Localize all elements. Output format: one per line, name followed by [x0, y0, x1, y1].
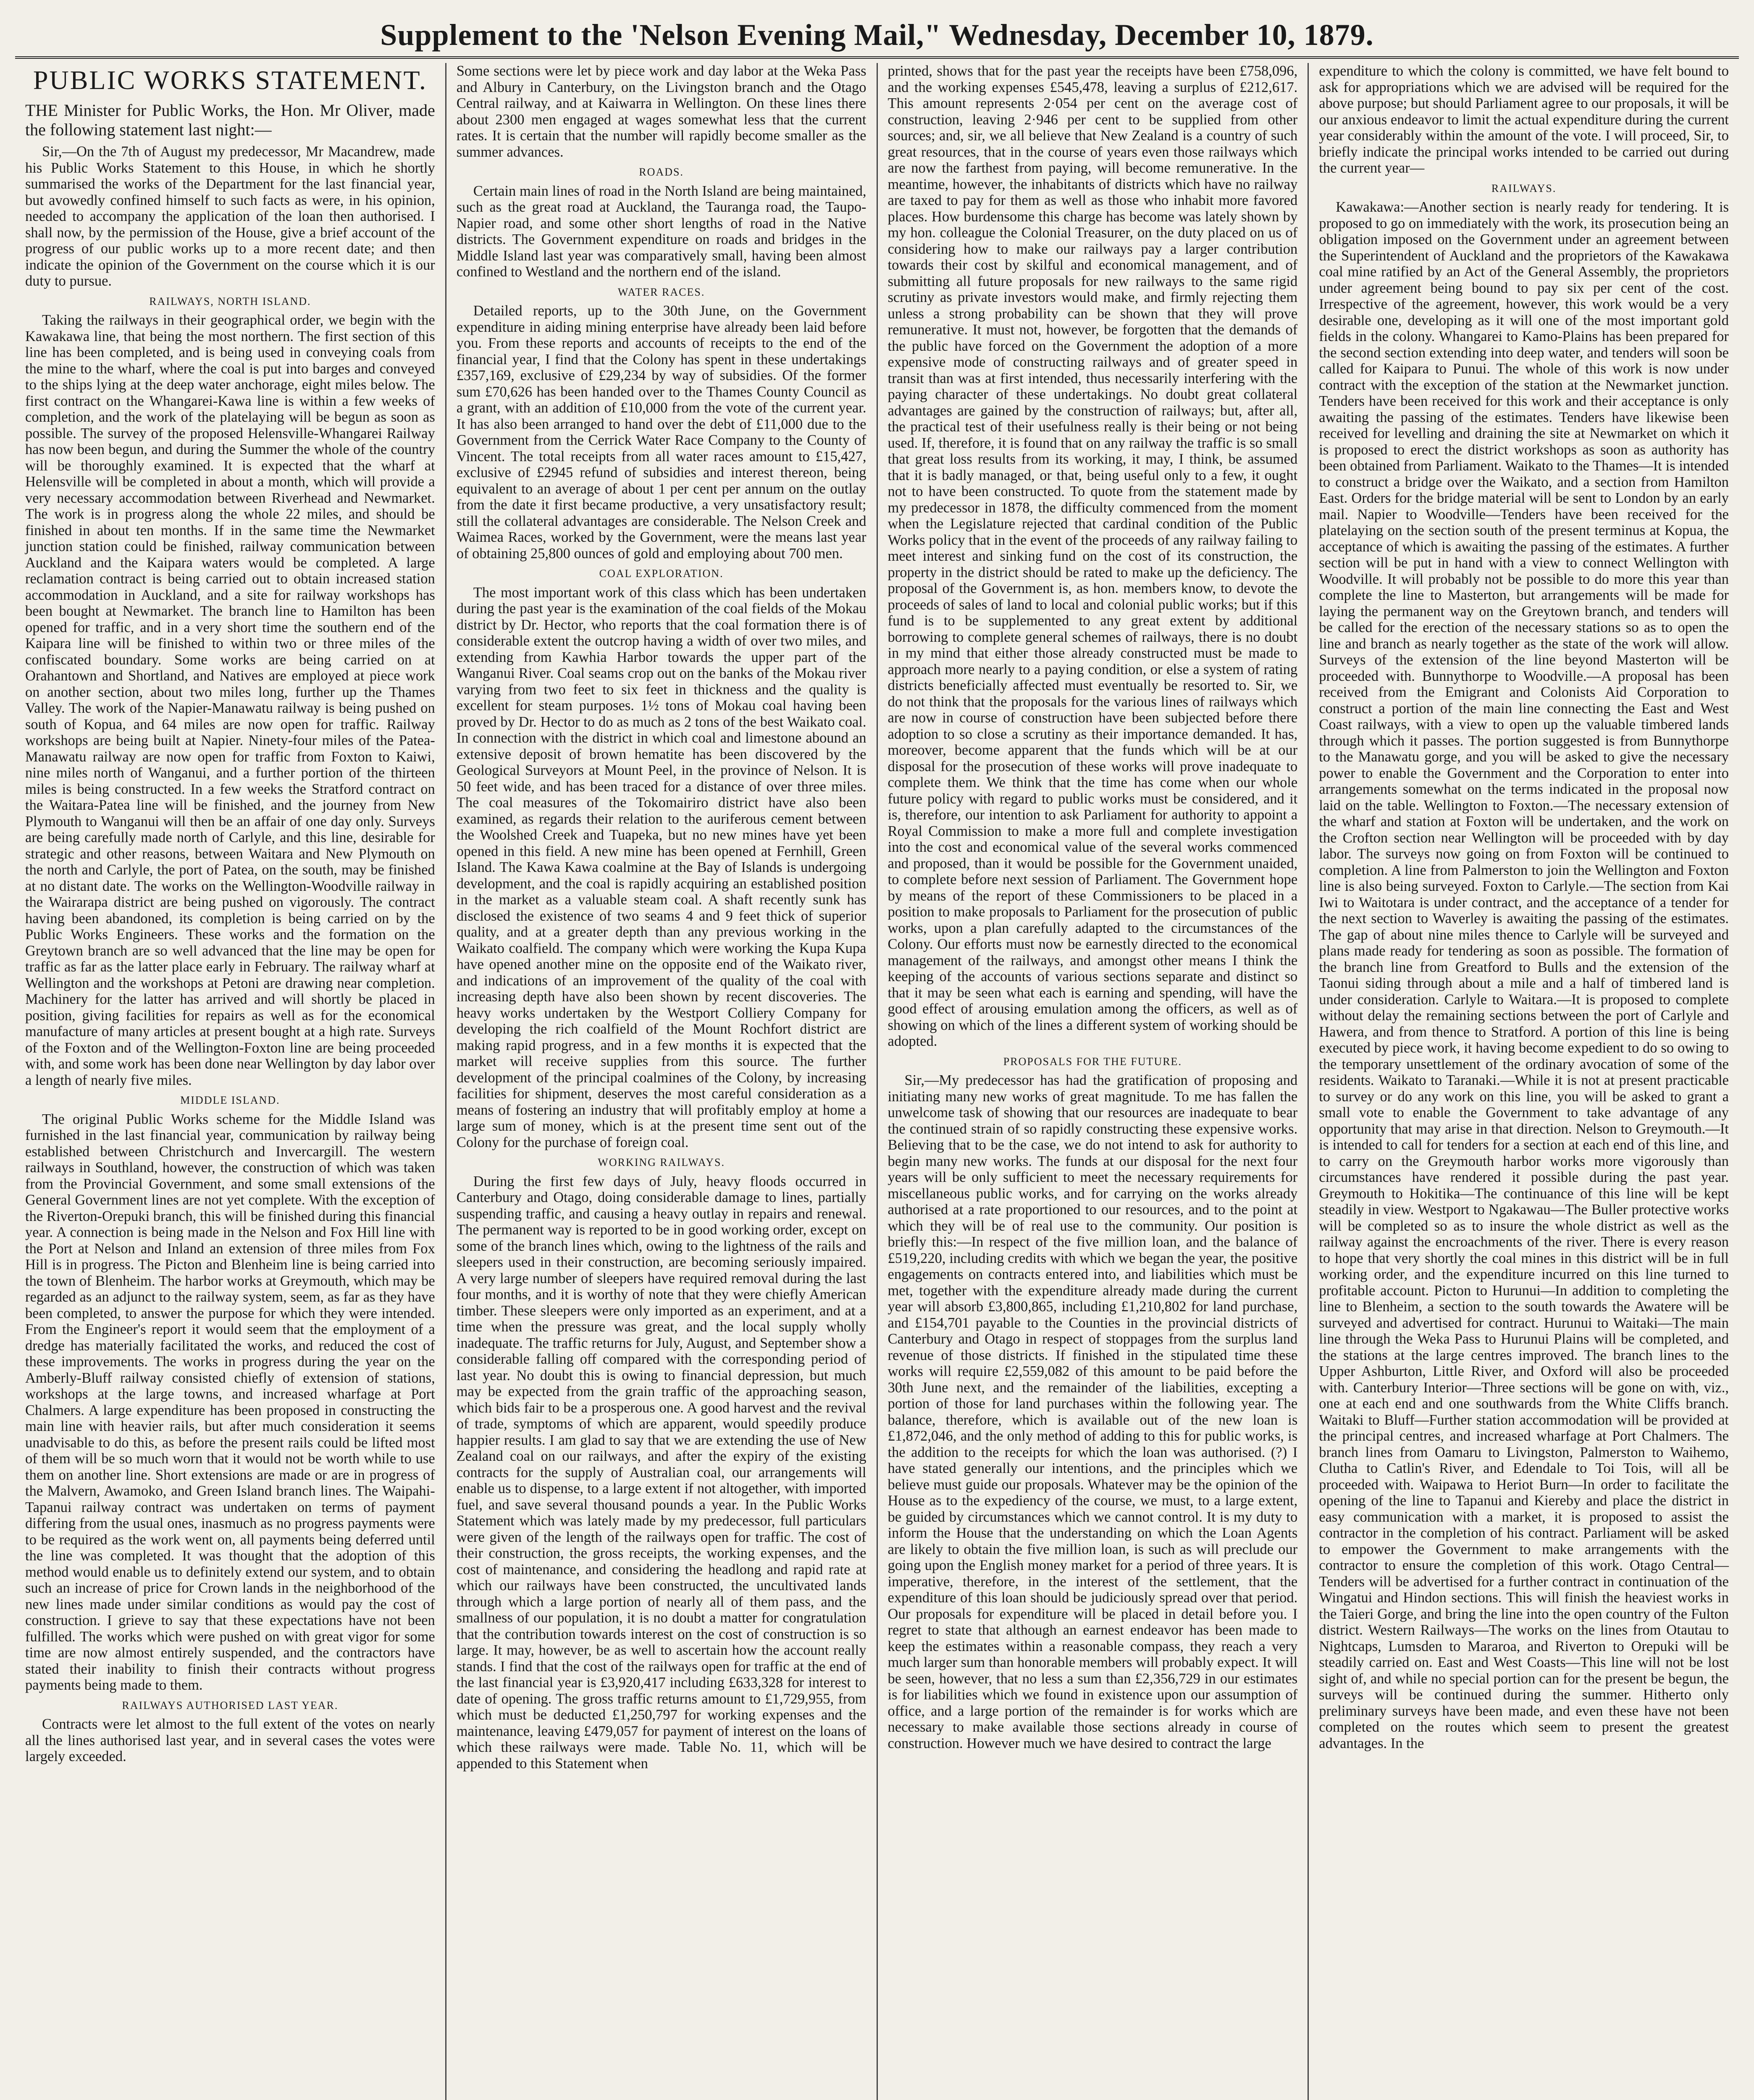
- section-heading: WATER RACES.: [617, 286, 705, 298]
- paragraph: Certain main lines of road in the North Island are being maintained, such as the great road at Auckland, the Tauranga road, the Taupo-Napier road, and some other short lengths of road in the Native districts. The Government expenditure on roads and bridges in the Middle Island last year was comparatively small, having been almost confined to Westland and the northern end of the island.: [456, 183, 866, 280]
- paragraph: printed, shows that for the past year the receipts have been £758,096, and the working expenses £545,478, leaving a surplus of £212,617. This amount represents 2·054 per cent on the average cost of construction, leaving 2·946 per cent to be supplied from other sources; and, sir, we all believe that New Zealand is a country of such great resources, that in the course of years even those railways which are now the farthest from paying, will become remunerative. In the meantime, however, the inhabitants of districts which have no railway are taxed to pay for them as well as those who inhabit more favored places. How burdensome this charge has become was lately shown by my hon. colleague the Colonial Treasurer, on the duty placed on us of considering how to make our railways pay a larger contribution towards their cost by skilful and economical management, and of submitting all future proposals for new railways to the same rigid scrutiny as private investors would make, and firmly rejecting them unless a strong probability can be shown that they will prove remunerative. It must not, however, be forgotten that the demands of the public have forced on the Government the adoption of a more expensive mode of constructing railways and of greater speed in transit than was at first intended, thus necessarily interfering with the paying character of these undertakings. No doubt great collateral advantages are gained by the construction of railways; but, after all, the practical test of their usefulness really is their being or not being used. If, therefore, it is found that on any railway the traffic is so small that great loss results from its working, it may, I think, be assumed that it is badly managed, or that, being useful only to a few, it ought not to have been constructed. To quote from the statement made by my predecessor in 1878, the difficulty commenced from the moment when the Legislature rejected that cardinal condition of the Public Works policy that in the event of the proceeds of any railway failing to meet interest and sinking fund on the cost of its construction, the property in the district should be rated to make up the deficiency. The proposal of the Government is, as hon. members know, to devote the proceeds of sales of land to local and colonial public works; but if this fund is to be supplemented to any great extent by additional borrowing to complete general schemes of railways, there is no doubt in my mind that either those already constructed must be made to approach more nearly to a paying condition, or else a system of rating districts beneficially affected must eventually be resorted to. Sir, we do not think that the proposals for the various lines of railways which are now in course of construction have been subjected before there adoption to so close a scrutiny as their importance demanded. It has, moreover, become apparent that the funds which will be at our disposal for the prosecution of these works will prove inadequate to complete them. We think that the time has come when our whole future policy with regard to public works must be considered, and it is, therefore, our intention to ask Parliament for authority to appoint a Royal Commission to make a more full and complete investigation into the cost and economical value of the several works commenced and proposed, than it would be possible for the Government unaided, to complete before next session of Parliament. The Government hope by means of the report of these Commissioners to be placed in a position to make proposals to Parliament for the prosecution of public works, upon a plan carefully adapted to the circumstances of the Colony. Our efforts must now be earnestly directed to the economical management of the railways, and amongst other means I think the keeping of the accounts of various sections separate and distinct so that it may be seen what each is earning and spending, will have the good effect of arousing emulation among the officers, as well as of showing on which of the lines a different system of working should be adopted.: [888, 63, 1298, 1049]
- paragraph: Contracts were let almost to the full extent of the votes on nearly all the lines authorised last year, and in several cases the votes were largely exceeded.: [25, 1716, 435, 1764]
- paragraph: During the first few days of July, heavy floods occurred in Canterbury and Otago, doing considerable damage to lines, partially suspending traffic, and causing a heavy outlay in repairs and renewal. The permanent way is reported to be in good working order, except on some of the branch lines which, owing to the lightness of the rails and sleepers used in their construction, are becoming seriously impaired. A very large number of sleepers have required removal during the last four months, and it is worthy of note that they were chiefly American timber. These sleepers were only imported as an experiment, and at a time when the pressure was great, and the local supply wholly inadequate. The traffic returns for July, August, and September show a considerable falling off compared with the corresponding period of last year. No doubt this is owing to financial depression, but much may be expected from the grain traffic of the approaching season, which bids fair to be a prosperous one. A good harvest and the revival of trade, symptoms of which are apparent, would speedily produce happier results. I am glad to say that we are extending the use of New Zealand coal on our railways, and after the expiry of the existing contracts for the supply of Australian coal, our arrangements will enable us to dispense, to a large extent if not altogether, with imported fuel, and save several thousand pounds a year. In the Public Works Statement which was lately made by my predecessor, full particulars were given of the length of the railways open for traffic. The cost of their construction, the gross receipts, the working expenses, and the cost of maintenance, and considering the headlong and rapid rate at which our railways have been constructed, the uncultivated lands through which a large portion of nearly all of them pass, and the smallness of our population, it is no doubt a matter for congratulation that the contribution towards interest on the cost of construction is so large. It may, however, be as well to ascertain how the account really stands. I find that the cost of the railways open for traffic at the end of the last financial year is £3,920,417 including £633,328 for interest to date of opening. The gross traffic returns amount to £1,729,955, from which must be deducted £1,250,797 for working expenses and the maintenance, leaving £479,057 for payment of interest on the loans of which these railways were made. Table No. 11, which will be appended to this Statement when: [456, 1173, 866, 1772]
- paragraph: Sir,—My predecessor has had the gratification of proposing and initiating many new works of great magnitude. To me has fallen the unwelcome task of showing that our resources are inadequate to bear the continued strain of so rapidly constructing these expensive works. Believing that to be the case, we do not intend to ask for authority to begin many new works. The funds at our disposal for the next four years will be only sufficient to meet the necessary requirements for miscellaneous public works, and for carrying on the works already authorised at a rate proportioned to our resources, and to the point at which they will be of real use to the community. Our position is briefly this:—In respect of the five million loan, and the balance of £519,220, including credits with which we began the year, the positive engagements on contracts entered into, and liabilities which must be met, together with the expenditure already made during the current year will absorb £3,800,865, including £1,210,802 for land purchase, and £154,701 payable to the Counties in the provincial districts of Canterbury and Otago in respect of stoppages from the surplus land revenue of those districts. If finished in the stipulated time these works will require £2,559,082 of this amount to be paid before the 30th June next, and the remainder of the liabilities, excepting a portion of those for land purchases within the following year. The balance, therefore, which is available out of the new loan is £1,872,046, and the only method of adding to this for public works, is the addition to the receipts for which the loan was authorised. (?) I have stated generally our intentions, and the principles which we believe must guide our proposals. Whatever may be the opinion of the House as to the expediency of the course, we must, to a large extent, be guided by circumstances which we cannot control. It is my duty to inform the House that the understanding on which the Loan Agents are likely to obtain the five million loan, is such as will preclude our going upon the English money market for a period of three years. It is imperative, therefore, in the interest of the settlement, that the expenditure of this loan should be judiciously spread over that period. Our proposals for expenditure will be placed in detail before you. I regret to state that although an earnest endeavor has been made to keep the estimates within a reasonable compass, they reach a very much larger sum than honorable members will probably expect. It will be seen, however, that no less a sum than £2,356,729 in our estimates is for liabilities which we found in existence upon our assumption of office, and a large portion of the remainder is for works which are necessary to make available those sections already in course of construction. However much we have desired to contract the large: [888, 1072, 1298, 1751]
- article-title: PUBLIC WORKS STATEMENT.: [33, 65, 427, 95]
- section-heading: MIDDLE ISLAND.: [180, 1094, 280, 1106]
- column-3: [878, 63, 1309, 2100]
- paragraph: Some sections were let by piece work and day labor at the Weka Pass and Albury in Canterbury, on the Livingston branch and the Otago Central railway, and at Kaiwarra in Wellington. On these lines there about 2300 men engaged at wages somewhat less that the current rates. It is certain that the number will rapidly become smaller as the summer advances.: [456, 63, 866, 160]
- paragraph: Taking the railways in their geographical order, we begin with the Kawakawa line, that being the most northern. The first section of this line has been completed, and is being used in conveying coals from the mine to the wharf, where the coal is put into barges and conveyed to the ships lying at the deep water anchorage, eight miles below. The first contract on the Whangarei-Kawa line is within a few weeks of completion, and the work of the platelaying will be begun as soon as possible. The survey of the proposed Helensville-Whangarei Railway has now been begun, and during the Summer the whole of the country will be thoroughly examined. It is expected that the wharf at Helensville will be completed in about a month, which will provide a very necessary accommodation between Riverhead and Newmarket. The work is in progress along the whole 22 miles, and should be finished in about ten months. If in the same time the Newmarket junction station could be finished, railway communication between Auckland and the Kaipara waters would be completed. A large reclamation contract is being carried out to obtain increased station accommodation in Auckland, and a site for railway workshops has been bought at Newmarket. The branch line to Hamilton has been opened for traffic, and in a very short time the southern end of the Kaipara line will be finished to within two or three miles of the confiscated boundary. Some works are being carried on at Orahantown and Shortland, and Natives are employed at piece work on another section, about two miles long, further up the Thames Valley. The work of the Napier-Manawatu railway is being pushed on south of Kopua, and 64 miles are now open for traffic. Railway workshops are being built at Napier. Ninety-four miles of the Patea-Manawatu railway are now open for traffic from Foxton to Kaiwi, nine miles north of Wanganui, and a further portion of the thirteen miles is being constructed. In a few weeks the Stratford contract on the Waitara-Patea line will be finished, and the journey from New Plymouth to Wanganui will then be an affair of one day only. Surveys are being carefully made north of Carlyle, and this line, desirable for strategic and other reasons, between Waitara and New Plymouth on the north and Carlyle, the port of Patea, on the south, may be finished at no distant date. The works on the Wellington-Woodville railway in the Wairarapa district are being pushed on vigorously. The contract having been abandoned, its completion is being carried on by the Public Works Engineers. These works and the formation on the Greytown branch are so well advanced that the line may be open for traffic as far as the latter place early in February. The railway wharf at Wellington and the workshops at Petoni are drawing near completion. Machinery for the latter has arrived and will shortly be placed in position, giving facilities for repairs as well as for the economical manufacture of many articles at present bought at a high rate. Surveys of the Foxton and of the Wellington-Foxton line are being proceeded with, and some work has been done near Wellington by day labor over a length of nearly five miles.: [25, 312, 435, 1088]
- masthead: Supplement to the 'Nelson Evening Mail," Wednesday, December 10, 1879.: [15, 17, 1739, 59]
- section-heading: PROPOSALS FOR THE FUTURE.: [1003, 1055, 1182, 1068]
- paragraph: Kawakawa:—Another section is nearly ready for tendering. It is proposed to go on immediately with the work, its prosecution being an obligation imposed on the Government under an agreement between the Superintendent of Auckland and the proprietors of the Kawakawa coal mine ratified by an Act of the General Assembly, the proprietors under agreement being bound to pay six per cent of the cost. Irrespective of the agreement, however, this work would be a very desirable one, developing as it will one of the most important gold fields in the colony. Whangarei to Kamo-Plains has been prepared for the second section extending into deep water, and tenders will soon be called for Kaipara to Punui. The whole of this work is now under contract with the exception of the station at the Newmarket junction. Tenders have been received for this work and their acceptance is only awaiting the passing of the estimates. Tenders have likewise been received for levelling and draining the site at Newmarket on which it is proposed to erect the district workshops as soon as authority has been obtained from Parliament. Waikato to the Thames—It is intended to construct a bridge over the Waikato, and a section from Hamilton East. Orders for the bridge material will be sent to London by an early mail. Napier to Woodville—Tenders have been received for the platelaying on the section south of the present terminus at Kopua, the acceptance of which is awaiting the passing of the estimates. A further section will be put in hand with a view to connect Wellington with Woodville. It will probably not be possible to do more this year than complete the line to Masterton, but arrangements will be made for laying the permanent way on the Greytown branch, and tenders will be called for the erection of the necessary stations so as to open the line and branch as nearly together as the state of the work will allow. Surveys of the extension of the line beyond Masterton will be proceeded with. Bunnythorpe to Woodville.—A proposal has been received from the Emigrant and Colonists Aid Corporation to construct a portion of the main line connecting the East and West Coast railways, with a view to open up the valuable timbered lands through which it passes. The portion suggested is from Bunnythorpe to the Manawatu gorge, and you will be asked to give the necessary power to enable the Government and the Corporation to enter into arrangements somewhat on the terms indicated in the proposal now laid on the table. Wellington to Foxton.—The necessary extension of the wharf and station at Foxton will be undertaken, and the work on the Crofton section near Wellington will be proceeded with by day labor. The surveys now going on from Foxton will be continued to completion. A line from Palmerston to join the Wellington and Foxton line is also being surveyed. Foxton to Carlyle.—The section from Kai Iwi to Waitotara is under contract, and the acceptance of a tender for the next section to Waverley is awaiting the passing of the estimates. The gap of about nine miles thence to Carlyle will be surveyed and plans made ready for tendering as soon as possible. The formation of the branch line from Greatford to Bulls and the extension of the Taonui siding through about a mile and a half of timbered land is under consideration. Carlyle to Waitara.—It is proposed to complete without delay the remaining sections between the port of Carlyle and Hawera, and from thence to Stratford. A portion of this line is being executed by piece work, it having become expedient to do so owing to the temporary unsettlement of the ordinary avocation of some of the residents. Waikato to Taranaki.—While it is not at present practicable to survey or do any work on this line, you will be asked to grant a small vote to enable the Government to take advantage of any opportunity that may arise in that direction. Nelson to Greymouth.—It is intended to call for tenders for a section at each end of this line, and to carry on the Greymouth harbor works more vigorously than circumstances have rendered it possible during the past year. Greymouth to Hokitika—The continuance of this line will be kept steadily in view. Westport to Ngakawau—The Buller protective works will be completed so as to insure the whole district as well as the railway against the encroachments of the river. There is every reason to hope that very shortly the coal mines in this district will be in full working order, and the expenditure incurred on this line turned to profitable account. Picton to Hurunui—In addition to completing the line to Blenheim, a section to the south towards the Awatere will be surveyed and advertised for contract. Hurunui to Waitaki—The main line through the Weka Pass to Hurunui Plains will be completed, and the stations at the large centres improved. The branch lines to the Upper Ashburton, Little River, and Oxford will also be proceeded with. Canterbury Interior—Three sections will be gone on with, viz., one at each end and one southwards from the White Cliffs branch. Waitaki to Bluff—Further station accommodation will be provided at the principal centres, and increased wharfage at Port Chalmers. The branch lines from Oamaru to Livingston, Palmerston to Waihemo, Clutha to Catlin's River, and Edendale to Toi Tois, will all be proceeded with. Waipawa to Heriot Burn—In order to facilitate the opening of the line to Tapanui and Kiereby and place the district in easy communication with a market, it is proposed to assist the contractor in the completion of his contract. Parliament will be asked to empower the Government to make arrangements with the contractor to ensure the completion of this work. Otago Central—Tenders will be advertised for a further contract in continuation of the Wingatui and Hindon sections. This will finish the heaviest works in the Taieri Gorge, and bring the line into the open country of the Fulton district. Western Railways—The works on the lines from Otautau to Nightcaps, Lumsden to Mararoa, and Riverton to Orepuki will be steadily carried on. East and West Coasts—This line will not be lost sight of, and while no special portion can for the present be begun, the surveys will be continued during the summer. Hitherto only preliminary surveys have been made, and even these have not been completed on the routes which seem to present the greatest advantages. In the: [1319, 199, 1729, 1751]
- section-heading: COAL EXPLORATION.: [599, 567, 724, 580]
- section-heading: RAILWAYS AUTHORISED LAST YEAR.: [122, 1699, 339, 1712]
- paragraph: The original Public Works scheme for the Middle Island was furnished in the last financial year, communication by railway being established between Christchurch and Invercargill. The western railways in Southland, however, the construction of which was taken from the Provincial Government, and some small extensions of the General Government lines are not yet complete. With the exception of the Riverton-Orepuki branch, this will be finished during this financial year. A connection is being made in the Nelson and Fox Hill line with the Port at Nelson and Inland an extension of three miles from Fox Hill is in progress. The Picton and Blenheim line is being carried into the town of Blenheim. The harbor works at Greymouth, which may be regarded as an adjunct to the railway system, seem, as far as they have been completed, to answer the purpose for which they were intended. From the Engineer's report it would seem that the employment of a dredge has materially facilitated the works, and reduced the cost of these improvements. The works in progress during the year on the Amberly-Bluff railway consisted chiefly of extension of stations, workshops at the large towns, and increased wharfage at Port Chalmers. A large expenditure has been proposed in constructing the main line with heavier rails, but after much consideration it seems unadvisable to do this, as before the present rails could be lifted most of them will be so much worn that it would not be worth while to use them on another line. Short extensions are made or are in progress of the Malvern, Awamoko, and Green Island branch lines. The Waipahi-Tapanui railway contract was undertaken on terms of payment differing from the usual ones, inasmuch as no progress payments were to be required as the work went on, all payments being deferred until the line was completed. It was thought that the adoption of this method would enable us to definitely extend our system, and to obtain such an increase of price for Crown lands in the neighborhood of the new lines made under similar conditions as would pay the cost of construction. I grieve to say that these expectations have not been fulfilled. The works which were pushed on with great vigor for some time are now almost entirely suspended, and the contractors have stated their inability to finish their contracts without progress payments being made to them.: [25, 1111, 435, 1693]
- paragraph: expenditure to which the colony is committed, we have felt bound to ask for appropriations which we are advised will be required for the above purpose; but should Parliament agree to our proposals, it will be our anxious endeavor to limit the actual expenditure during the current year considerably within the amount of the vote. I will proceed, Sir, to briefly indicate the principal works intended to be carried out during the current year—: [1319, 63, 1729, 176]
- column-1: [15, 63, 446, 2100]
- column-2: [446, 63, 878, 2100]
- section-heading: RAILWAYS, NORTH ISLAND.: [149, 295, 311, 307]
- column-4: [1309, 63, 1739, 2100]
- section-heading: ROADS.: [639, 166, 684, 178]
- section-heading: RAILWAYS.: [1491, 182, 1557, 194]
- paragraph: Detailed reports, up to the 30th June, on the Government expenditure in aiding mining enterprise have already been laid before you. From these reports and accounts of receipts to the end of the financial year, I find that the Colony has spent in these undertakings £357,169, exclusive of £29,234 by way of subsidies. Of the former sum £70,626 has been handed over to the Thames County Council as a grant, with an addition of £10,000 from the vote of the current year. It has also been arranged to hand over the debt of £11,000 due to the Government from the Cerrick Water Race Company to the County of Vincent. The total receipts from all water races amount to £15,427, exclusive of £2945 refund of subsidies and interest thereon, being equivalent to an average of about 1 per cent per annum on the outlay from the date it first became productive, a very unsatisfactory result; still the collateral advantages are considerable. The Nelson Creek and Waimea Races, worked by the Government, were the means last year of obtaining 25,800 ounces of gold and employing about 700 men.: [456, 303, 866, 562]
- columns: [15, 63, 1739, 2100]
- paragraph: The most important work of this class which has been undertaken during the past year is the examination of the coal fields of the Mokau district by Dr. Hector, who reports that the coal formation there is of considerable extent the outcrop having a width of over two miles, and extending from Kawhia Harbor towards the upper part of the Wanganui River. Coal seams crop out on the banks of the Mokau river varying from two feet to six feet in thickness and the quality is excellent for steam purposes. 1½ tons of Mokau coal having been proved by Dr. Hector to do as much as 2 tons of the best Waikato coal. In connection with the district in which coal and limestone abound an extensive deposit of brown hematite has been discovered by the Geological Surveyors at Mount Peel, in the province of Nelson. It is 50 feet wide, and has been traced for a distance of over three miles. The coal measures of the Tokomairiro district have also been examined, as regards their relation to the auriferous cement between the Woolshed Creek and Tuapeka, but no new mines have yet been opened in this field. A new mine has been opened at Fernhill, Green Island. The Kawa Kawa coalmine at the Bay of Islands is undergoing development, and the coal is rapidly acquiring an established position in the market as a valuable steam coal. A shaft recently sunk has disclosed the existence of two seams 4 and 9 feet thick of superior quality, and at a greater depth than any previous working in the Waikato coalfield. The company which were working the Kupa Kupa have opened another mine on the opposite end of the Waikato river, and indications of an improvement of the quality of the coal with increasing depth have also been shown by recent discoveries. The heavy works undertaken by the Westport Colliery Company for developing the rich coalfield of the Mount Rochfort district are making rapid progress, and in a few months it is expected that the market will receive supplies from this source. The further development of the principal coalmines of the Colony, by increasing facilities for shipment, deserves the most careful consideration as a means of fostering an industry that will profitably employ at home a large sum of money, which is at the present time sent out of the Colony for the purchase of foreign coal.: [456, 584, 866, 1150]
- paragraph: Sir,—On the 7th of August my predecessor, Mr Macandrew, made his Public Works Statement to this House, in which he shortly summarised the works of the Department for the last financial year, but avowedly confined himself to such facts as were, in his opinion, needed to accompany the application of the loan then authorised. I shall now, by the permission of the House, give a brief account of the progress of our public works up to a more recent date; and then indicate the opinion of the Government on the course which it is our duty to pursue.: [25, 144, 435, 289]
- article-lead: THE Minister for Public Works, the Hon. Mr Oliver, made the following statement last night:—: [25, 101, 435, 139]
- section-heading: WORKING RAILWAYS.: [598, 1156, 725, 1168]
